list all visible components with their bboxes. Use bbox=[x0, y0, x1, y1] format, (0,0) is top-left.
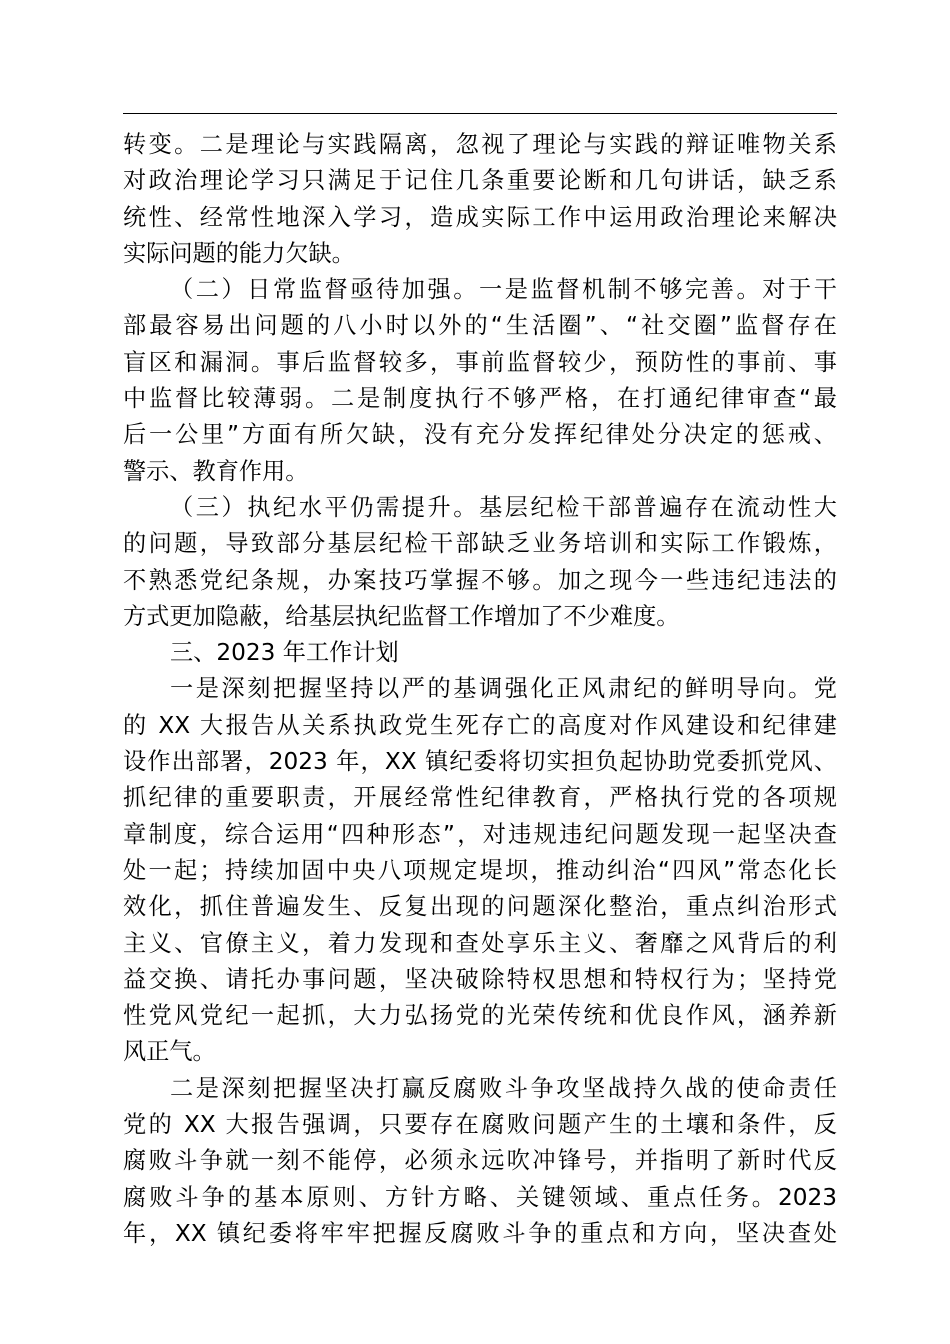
text-line: 抓纪律的重要职责，开展经常性纪律教育，严格执行党的各项规 bbox=[123, 784, 837, 812]
text-line: （二）日常监督亟待加强。一是监督机制不够完善。对于干 bbox=[170, 276, 837, 304]
text-line: 主义、官僚主义，着力发现和查处享乐主义、奢靡之风背后的利 bbox=[123, 929, 837, 957]
text-line: 的 XX 大报告从关系执政党生死存亡的高度对作风建设和纪律建 bbox=[123, 711, 837, 739]
text-line: 二是深刻把握坚决打赢反腐败斗争攻坚战持久战的使命责任 bbox=[170, 1074, 837, 1102]
text-line: 的问题，导致部分基层纪检干部缺乏业务培训和实际工作锻炼， bbox=[123, 530, 837, 558]
text-line: 年，XX 镇纪委将牢牢把握反腐败斗争的重点和方向，坚决查处 bbox=[123, 1219, 837, 1247]
text-line: 方式更加隐蔽，给基层执纪监督工作增加了不少难度。 bbox=[123, 602, 680, 630]
text-line: 盲区和漏洞。事后监督较多，事前监督较少，预防性的事前、事 bbox=[123, 348, 837, 376]
text-line: 中监督比较薄弱。二是制度执行不够严格，在打通纪律审查“最 bbox=[123, 385, 837, 413]
text-line: 警示、教育作用。 bbox=[123, 457, 309, 485]
text-line: 一是深刻把握坚持以严的基调强化正风肃纪的鲜明导向。党 bbox=[170, 675, 837, 703]
text-line: 对政治理论学习只满足于记住几条重要论断和几句讲话，缺乏系 bbox=[123, 167, 837, 195]
text-line: 性党风党纪一起抓，大力弘扬党的光荣传统和优良作风，涵养新 bbox=[123, 1002, 837, 1030]
text-line: 腐败斗争就一刻不能停，必须永远吹冲锋号，并指明了新时代反 bbox=[123, 1147, 837, 1175]
text-line: 不熟悉党纪条规，办案技巧掌握不够。加之现今一些违纪违法的 bbox=[123, 566, 837, 594]
text-line: （三）执纪水平仍需提升。基层纪检干部普遍存在流动性大 bbox=[170, 493, 837, 521]
text-line: 统性、经常性地深入学习，造成实际工作中运用政治理论来解决 bbox=[123, 203, 837, 231]
text-line: 处一起；持续加固中央八项规定堤坝，推动纠治“四风”常态化长 bbox=[123, 856, 837, 884]
text-line: 章制度，综合运用“四种形态”，对违规违纪问题发现一起坚决查 bbox=[123, 820, 837, 848]
text-line: 实际问题的能力欠缺。 bbox=[123, 239, 355, 267]
text-line: 设作出部署，2023 年，XX 镇纪委将切实担负起协助党委抓党风、 bbox=[123, 748, 837, 776]
text-line: 风正气。 bbox=[123, 1038, 216, 1066]
text-line: 转变。二是理论与实践隔离，忽视了理论与实践的辩证唯物关系 bbox=[123, 131, 837, 158]
text-line: 效化，抓住普遍发生、反复出现的问题深化整治，重点纠治形式 bbox=[123, 893, 837, 921]
header-rule bbox=[123, 113, 837, 114]
text-line: 党的 XX 大报告强调，只要存在腐败问题产生的土壤和条件，反 bbox=[123, 1111, 837, 1139]
text-line: 益交换、请托办事问题，坚决破除特权思想和特权行为；坚持党 bbox=[123, 965, 837, 993]
document-body bbox=[123, 127, 837, 1252]
text-line: 部最容易出问题的八小时以外的“生活圈”、“社交圈”监督存在 bbox=[123, 312, 837, 340]
text-line: 后一公里”方面有所欠缺，没有充分发挥纪律处分决定的惩戒、 bbox=[123, 421, 837, 449]
text-line: 三、2023 年工作计划 bbox=[170, 639, 399, 667]
text-line: 腐败斗争的基本原则、方针方略、关键领域、重点任务。2023 bbox=[123, 1183, 837, 1211]
